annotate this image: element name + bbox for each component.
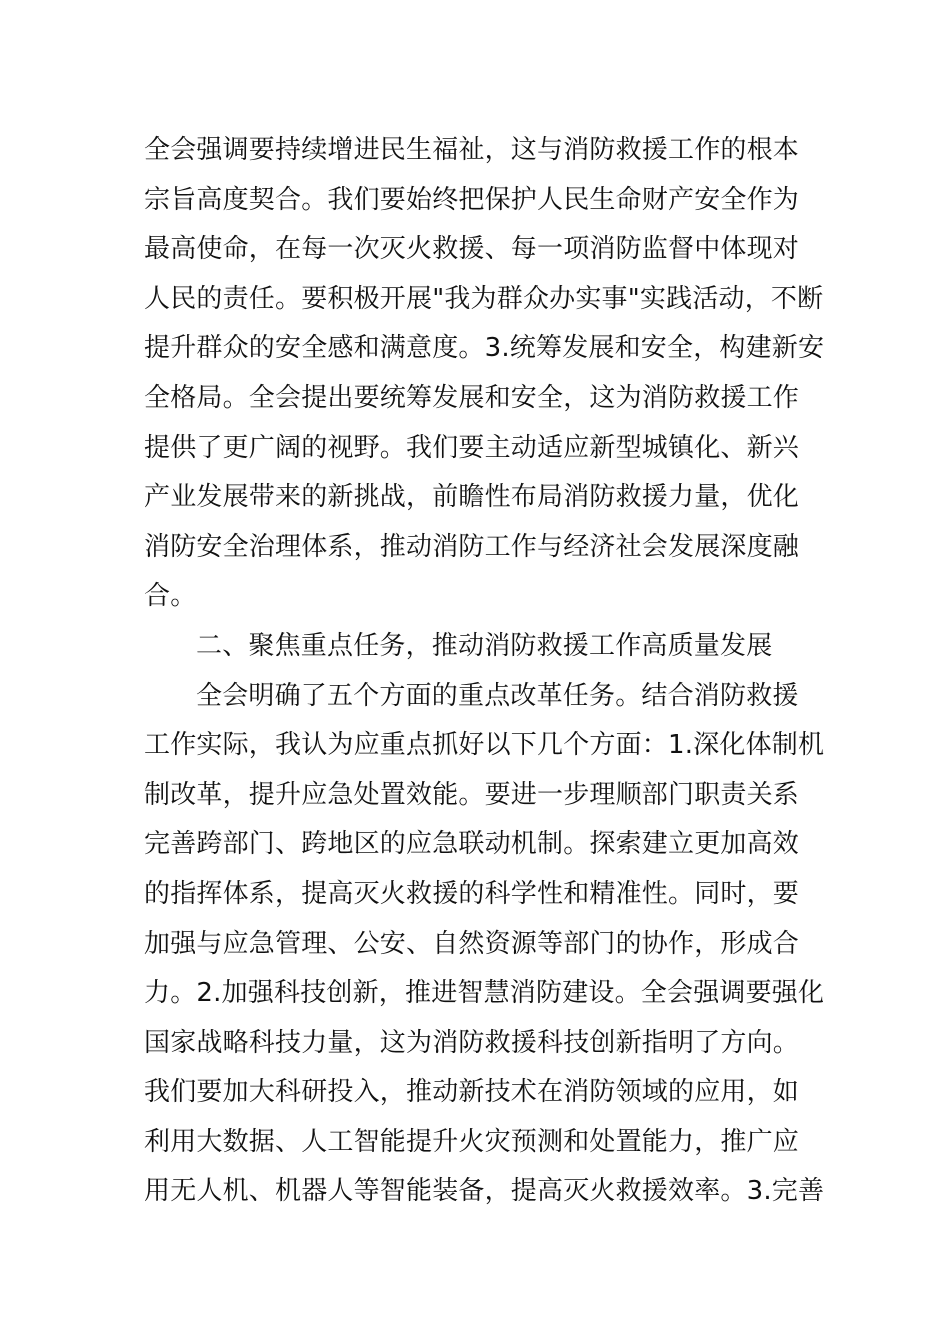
text-line: 的指挥体系，提高灭火救援的科学性和精准性。同时，要 — [144, 878, 800, 909]
text-line: 制改革，提升应急处置效能。要进一步理顺部门职责关系 — [144, 779, 800, 810]
text-line: 加强与应急管理、公安、自然资源等部门的协作，形成合 — [144, 928, 800, 959]
body-text — [144, 126, 825, 1217]
text-line: 产业发展带来的新挑战，前瞻性布局消防救援力量，优化 — [144, 482, 800, 513]
section-heading: 二、聚焦重点任务，推动消防救援工作高质量发展 — [196, 630, 773, 661]
text-line: 利用大数据、人工智能提升火灾预测和处置能力，推广应 — [144, 1126, 800, 1157]
text-line: 宗旨高度契合。我们要始终把保护人民生命财产安全作为 — [144, 184, 800, 215]
text-line: 用无人机、机器人等智能装备，提高灭火救援效率。3.完善 — [144, 1176, 825, 1207]
text-line: 力。2.加强科技创新，推进智慧消防建设。全会强调要强化 — [144, 978, 825, 1009]
text-line: 最高使命，在每一次灭火救援、每一项消防监督中体现对 — [144, 234, 800, 265]
text-line: 合。 — [144, 581, 197, 612]
text-line: 提供了更广阔的视野。我们要主动适应新型城镇化、新兴 — [144, 432, 800, 463]
text-line: 我们要加大科研投入，推动新技术在消防领域的应用，如 — [144, 1077, 800, 1108]
text-line: 提升群众的安全感和满意度。3.统筹发展和安全，构建新安 — [144, 333, 825, 364]
text-line: 工作实际，我认为应重点抓好以下几个方面：1.深化体制机 — [144, 730, 825, 761]
text-line: 消防安全治理体系，推动消防工作与经济社会发展深度融 — [144, 531, 800, 562]
text-line: 完善跨部门、跨地区的应急联动机制。探索建立更加高效 — [144, 829, 800, 860]
text-line: 全会强调要持续增进民生福祉，这与消防救援工作的根本 — [144, 135, 800, 165]
text-line: 人民的责任。要积极开展"我为群众办实事"实践活动，不断 — [144, 283, 824, 314]
paragraph-first-line: 全会明确了五个方面的重点改革任务。结合消防救援 — [196, 680, 799, 711]
text-line: 全格局。全会提出要统筹发展和安全，这为消防救援工作 — [144, 382, 800, 413]
text-line: 国家战略科技力量，这为消防救援科技创新指明了方向。 — [144, 1027, 800, 1058]
